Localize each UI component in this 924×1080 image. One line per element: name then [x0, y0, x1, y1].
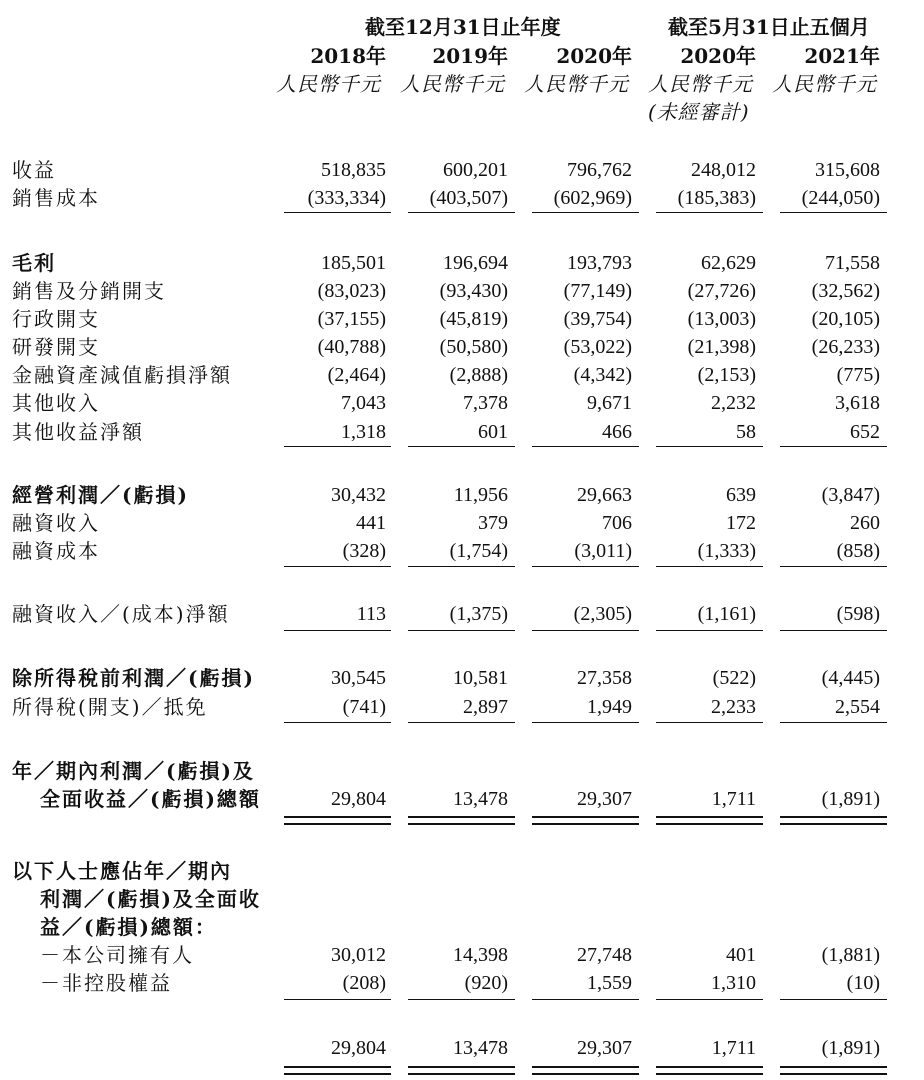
- cell-other-income-col5: 3,618: [835, 392, 880, 414]
- rule-cos-3: [532, 212, 639, 213]
- cell-cost-of-sales-col4: (185,383): [677, 187, 756, 209]
- cell-admin-col4: (13,003): [687, 308, 756, 330]
- cell-operating-col4: 639: [726, 484, 756, 506]
- cell-tax-col2: 2,897: [463, 696, 508, 718]
- label-cost-of-sales: 銷售成本: [12, 186, 100, 210]
- rule-nci-1: [284, 999, 391, 1000]
- cell-rnd-col1: (40,788): [317, 336, 386, 358]
- cell-finance-cost-col5: (858): [836, 540, 880, 562]
- rule-fin-4: [656, 566, 763, 567]
- cell-finance-net-col3: (2,305): [573, 603, 632, 625]
- header-unit-2: 人民幣千元: [400, 72, 505, 96]
- cell-pretax-col1: 30,545: [331, 667, 386, 689]
- label-attrib-line2: 利潤／(虧損)及全面收: [40, 887, 261, 911]
- cell-other-gains-col2: 601: [478, 421, 508, 443]
- cell-impairment-col5: (775): [836, 364, 880, 386]
- label-selling: 銷售及分銷開支: [12, 279, 166, 303]
- rule-nci-4: [656, 999, 763, 1000]
- cell-operating-col1: 30,432: [331, 484, 386, 506]
- cell-finance-cost-col4: (1,333): [697, 540, 756, 562]
- label-finance-net: 融資收入／(成本)淨額: [12, 602, 230, 626]
- rule-cos-4: [656, 212, 763, 213]
- label-total-line1: 年／期內利潤／(虧損)及: [12, 759, 255, 783]
- cell-admin-col2: (45,819): [439, 308, 508, 330]
- rule-ops-3: [532, 446, 639, 447]
- cell-total-col1: 29,804: [331, 788, 386, 810]
- header-year-2020-5m: 2020年: [680, 44, 756, 68]
- rule-fin-5: [780, 566, 887, 567]
- cell-final-col2: 13,478: [453, 1037, 508, 1059]
- cell-total-col3: 29,307: [577, 788, 632, 810]
- cell-selling-col5: (32,562): [811, 280, 880, 302]
- rule-fin-3: [532, 566, 639, 567]
- label-gross-profit: 毛利: [12, 251, 56, 275]
- cell-rnd-col5: (26,233): [811, 336, 880, 358]
- cell-nci-col4: 1,310: [711, 972, 756, 994]
- rule-ops-4: [656, 446, 763, 447]
- header-unit-3: 人民幣千元: [524, 72, 629, 96]
- header-year-2018: 2018年: [310, 44, 386, 68]
- cell-admin-col3: (39,754): [563, 308, 632, 330]
- cell-final-col1: 29,804: [331, 1037, 386, 1059]
- cell-final-col5: (1,891): [821, 1037, 880, 1059]
- cell-nci-col5: (10): [846, 972, 880, 994]
- cell-total-col2: 13,478: [453, 788, 508, 810]
- cell-other-gains-col5: 652: [850, 421, 880, 443]
- header-year-2019: 2019年: [432, 44, 508, 68]
- rule-nci-2: [408, 999, 515, 1000]
- label-rnd: 研發開支: [12, 335, 100, 359]
- label-pretax: 除所得稅前利潤／(虧損): [12, 666, 255, 690]
- cell-gross-profit-col5: 71,558: [825, 252, 880, 274]
- cell-gross-profit-col4: 62,629: [701, 252, 756, 274]
- cell-gross-profit-col1: 185,501: [321, 252, 386, 274]
- cell-other-gains-col4: 58: [736, 421, 756, 443]
- cell-owners-col5: (1,881): [821, 944, 880, 966]
- rule-fin-2: [408, 566, 515, 567]
- rule-tax-3: [532, 722, 639, 723]
- header-group-five-months: 截至5月31日止五個月: [668, 15, 870, 39]
- cell-owners-col1: 30,012: [331, 944, 386, 966]
- cell-finance-income-col4: 172: [726, 512, 756, 534]
- cell-tax-col1: (741): [342, 696, 386, 718]
- header-year-2021-5m: 2021年: [804, 44, 880, 68]
- cell-pretax-col2: 10,581: [453, 667, 508, 689]
- rule-fin-1: [284, 566, 391, 567]
- cell-finance-income-col2: 379: [478, 512, 508, 534]
- cell-selling-col1: (83,023): [317, 280, 386, 302]
- cell-other-gains-col3: 466: [602, 421, 632, 443]
- cell-cost-of-sales-col3: (602,969): [553, 187, 632, 209]
- cell-operating-col3: 29,663: [577, 484, 632, 506]
- double-rule-total-2: [408, 816, 515, 825]
- double-rule-final-2: [408, 1066, 515, 1075]
- cell-operating-col5: (3,847): [821, 484, 880, 506]
- rule-nci-5: [780, 999, 887, 1000]
- label-tax: 所得稅(開支)／抵免: [12, 695, 208, 719]
- label-other-income: 其他收入: [12, 391, 100, 415]
- rule-ops-1: [284, 446, 391, 447]
- label-finance-cost: 融資成本: [12, 539, 100, 563]
- header-group-year-ended: 截至12月31日止年度: [365, 15, 561, 39]
- cell-finance-net-col1: 113: [356, 603, 386, 625]
- cell-finance-income-col3: 706: [602, 512, 632, 534]
- label-other-gains: 其他收益淨額: [12, 420, 144, 444]
- cell-finance-cost-col1: (328): [342, 540, 386, 562]
- cell-finance-net-col2: (1,375): [449, 603, 508, 625]
- double-rule-total-5: [780, 816, 887, 825]
- cell-finance-cost-col3: (3,011): [574, 540, 632, 562]
- header-unaudited-note: (未經審計): [648, 100, 750, 124]
- double-rule-final-4: [656, 1066, 763, 1075]
- double-rule-total-3: [532, 816, 639, 825]
- cell-other-income-col2: 7,378: [463, 392, 508, 414]
- rule-cos-1: [284, 212, 391, 213]
- cell-admin-col5: (20,105): [811, 308, 880, 330]
- cell-impairment-col3: (4,342): [573, 364, 632, 386]
- cell-selling-col4: (27,726): [687, 280, 756, 302]
- cell-gross-profit-col3: 193,793: [567, 252, 632, 274]
- rule-finnet-4: [656, 630, 763, 631]
- rule-nci-3: [532, 999, 639, 1000]
- cell-final-col4: 1,711: [711, 1037, 756, 1059]
- rule-cos-2: [408, 212, 515, 213]
- rule-ops-2: [408, 446, 515, 447]
- rule-finnet-1: [284, 630, 391, 631]
- cell-operating-col2: 11,956: [453, 484, 508, 506]
- cell-rnd-col3: (53,022): [563, 336, 632, 358]
- header-unit-4: 人民幣千元: [648, 72, 753, 96]
- cell-nci-col3: 1,559: [587, 972, 632, 994]
- cell-impairment-col1: (2,464): [327, 364, 386, 386]
- cell-selling-col2: (93,430): [439, 280, 508, 302]
- cell-finance-net-col5: (598): [836, 603, 880, 625]
- cell-total-col5: (1,891): [821, 788, 880, 810]
- rule-finnet-2: [408, 630, 515, 631]
- rule-tax-5: [780, 722, 887, 723]
- label-operating-profit: 經營利潤／(虧損): [12, 483, 189, 507]
- cell-owners-col3: 27,748: [577, 944, 632, 966]
- double-rule-final-3: [532, 1066, 639, 1075]
- label-attrib-line3: 益／(虧損)總額：: [40, 915, 217, 939]
- rule-finnet-3: [532, 630, 639, 631]
- cell-finance-income-col1: 441: [356, 512, 386, 534]
- cell-pretax-col3: 27,358: [577, 667, 632, 689]
- cell-admin-col1: (37,155): [317, 308, 386, 330]
- double-rule-total-1: [284, 816, 391, 825]
- cell-other-income-col4: 2,232: [711, 392, 756, 414]
- rule-tax-2: [408, 722, 515, 723]
- cell-other-income-col3: 9,671: [587, 392, 632, 414]
- cell-tax-col5: 2,554: [835, 696, 880, 718]
- header-unit-5: 人民幣千元: [772, 72, 877, 96]
- cell-finance-cost-col2: (1,754): [449, 540, 508, 562]
- cell-revenue-col2: 600,201: [443, 159, 508, 181]
- label-finance-income: 融資收入: [12, 511, 100, 535]
- cell-nci-col2: (920): [464, 972, 508, 994]
- rule-cos-5: [780, 212, 887, 213]
- cell-rnd-col2: (50,580): [439, 336, 508, 358]
- label-attrib-line1: 以下人士應佔年／期內: [12, 859, 232, 883]
- double-rule-total-4: [656, 816, 763, 825]
- cell-finance-income-col5: 260: [850, 512, 880, 534]
- double-rule-final-1: [284, 1066, 391, 1075]
- cell-impairment-col4: (2,153): [697, 364, 756, 386]
- cell-revenue-col5: 315,608: [815, 159, 880, 181]
- cell-finance-net-col4: (1,161): [697, 603, 756, 625]
- cell-cost-of-sales-col1: (333,334): [307, 187, 386, 209]
- rule-ops-5: [780, 446, 887, 447]
- double-rule-final-5: [780, 1066, 887, 1075]
- header-year-2020: 2020年: [556, 44, 632, 68]
- label-owners: －本公司擁有人: [40, 943, 194, 967]
- cell-impairment-col2: (2,888): [449, 364, 508, 386]
- cell-revenue-col3: 796,762: [567, 159, 632, 181]
- cell-owners-col4: 401: [726, 944, 756, 966]
- cell-tax-col4: 2,233: [711, 696, 756, 718]
- header-unit-1: 人民幣千元: [276, 72, 381, 96]
- cell-gross-profit-col2: 196,694: [443, 252, 508, 274]
- cell-owners-col2: 14,398: [453, 944, 508, 966]
- cell-cost-of-sales-col2: (403,507): [429, 187, 508, 209]
- label-nci: －非控股權益: [40, 971, 172, 995]
- rule-tax-4: [656, 722, 763, 723]
- label-impairment: 金融資產減值虧損淨額: [12, 363, 232, 387]
- cell-pretax-col4: (522): [712, 667, 756, 689]
- cell-selling-col3: (77,149): [563, 280, 632, 302]
- label-revenue: 收益: [12, 158, 56, 182]
- cell-pretax-col5: (4,445): [821, 667, 880, 689]
- cell-revenue-col4: 248,012: [691, 159, 756, 181]
- cell-other-income-col1: 7,043: [341, 392, 386, 414]
- cell-other-gains-col1: 1,318: [341, 421, 386, 443]
- cell-tax-col3: 1,949: [587, 696, 632, 718]
- label-admin: 行政開支: [12, 307, 100, 331]
- cell-total-col4: 1,711: [711, 788, 756, 810]
- rule-finnet-5: [780, 630, 887, 631]
- rule-tax-1: [284, 722, 391, 723]
- cell-cost-of-sales-col5: (244,050): [801, 187, 880, 209]
- cell-final-col3: 29,307: [577, 1037, 632, 1059]
- label-total-line2: 全面收益／(虧損)總額: [40, 787, 261, 811]
- cell-rnd-col4: (21,398): [687, 336, 756, 358]
- cell-revenue-col1: 518,835: [321, 159, 386, 181]
- cell-nci-col1: (208): [342, 972, 386, 994]
